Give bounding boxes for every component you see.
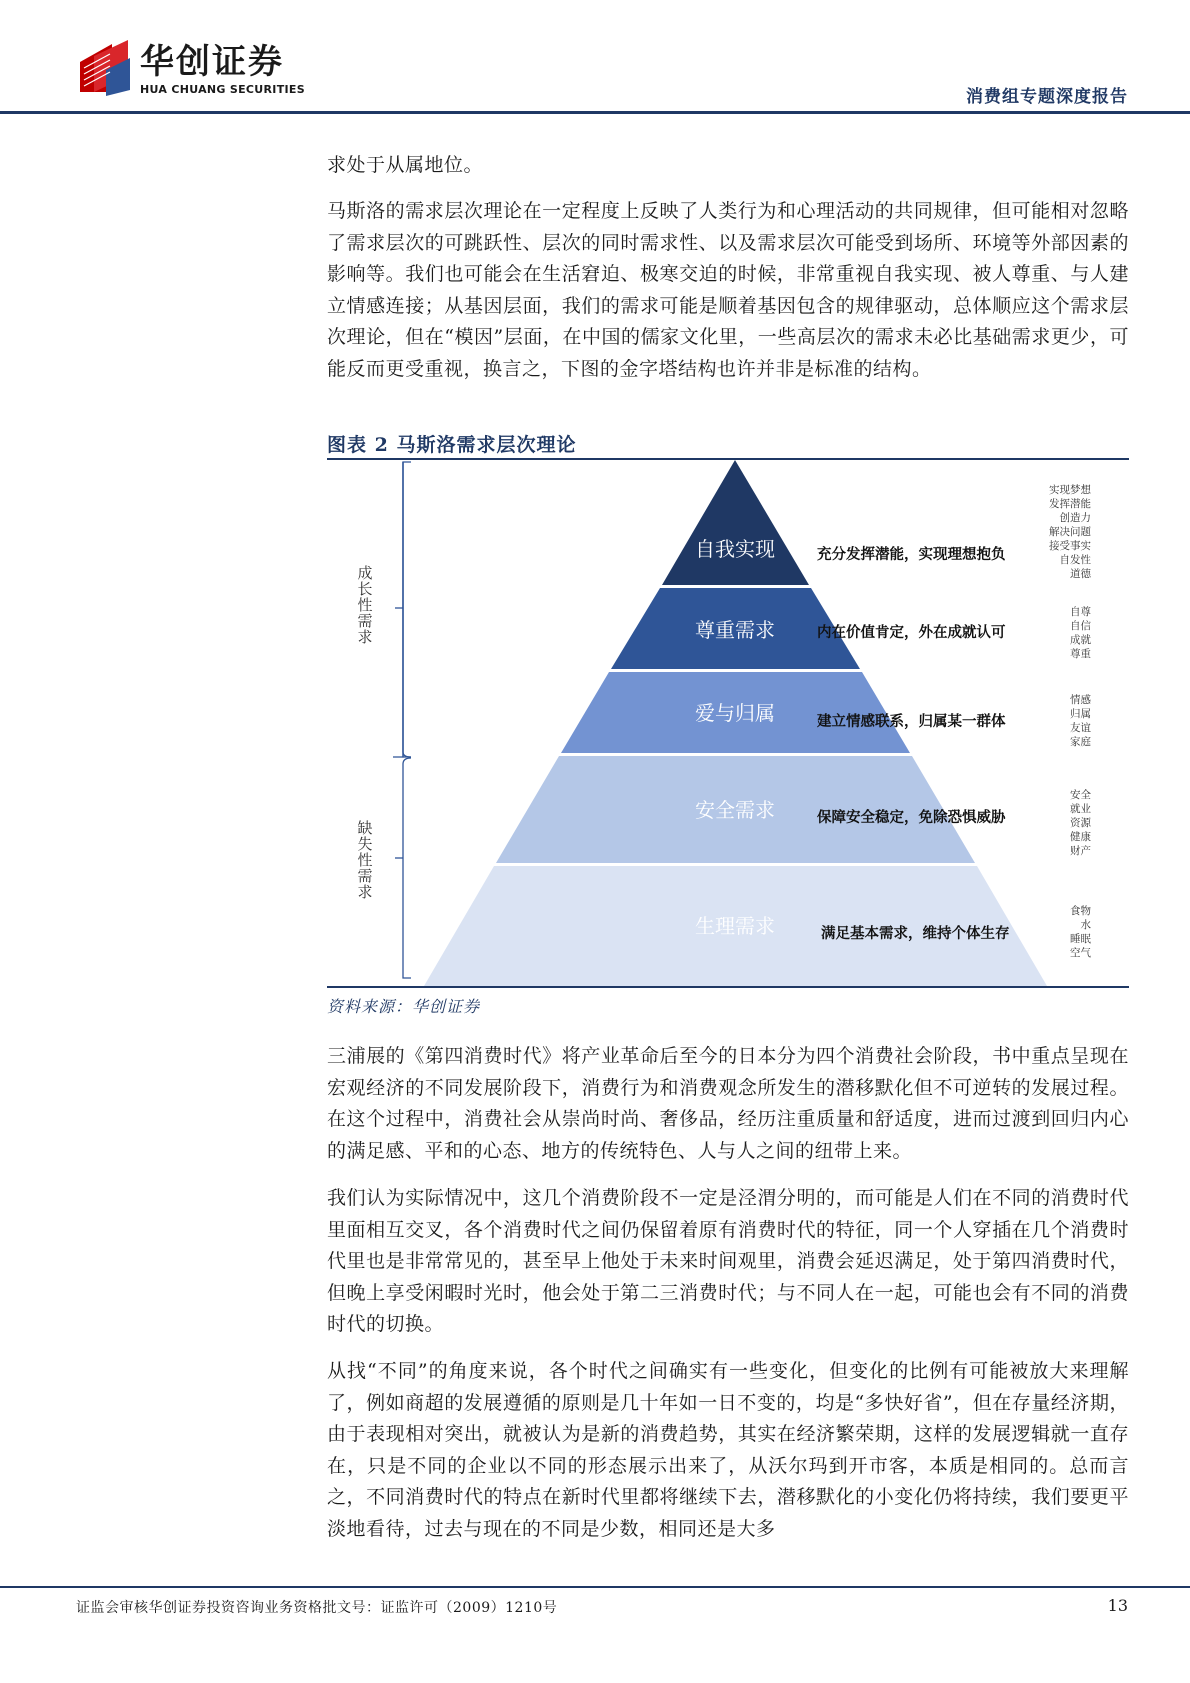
deficit-bracket [403, 758, 411, 978]
page-header [0, 0, 1190, 118]
examples-safety [1070, 788, 1092, 857]
svg-text:需: 需 [357, 867, 373, 885]
svg-text:尊重: 尊重 [1070, 648, 1091, 660]
svg-text:空气: 空气 [1070, 947, 1091, 959]
svg-text:资源: 资源 [1070, 817, 1091, 829]
examples-physiological [1070, 904, 1092, 959]
figure-bottom-rule [327, 986, 1129, 988]
svg-text:健康: 健康 [1070, 831, 1091, 843]
svg-text:友谊: 友谊 [1070, 722, 1091, 734]
huachuang-logo-icon [76, 40, 132, 96]
svg-text:财产: 财产 [1070, 845, 1091, 857]
footer-divider [0, 1586, 1190, 1588]
svg-text:实现梦想: 实现梦想 [1049, 484, 1091, 496]
body-paragraph: 马斯洛的需求层次理论在一定程度上反映了人类行为和心理活动的共同规律，但可能相对忽略了需求层次的可跳跃性、层次的同时需求性、以及需求层次可能受到场所、环境等外部因素的影响等。我们也可能会在生活窘迫、极寒交迫的时候，非常重视自我实现、被人尊重、与人建立情感连接；从基因层面，我们的需求可能是顺着基因包含的规律驱动，总体顺应这个需求层次理论，但在“模因”层面，在中国的儒家文化里，一些高层次的需求未必比基础需求更少，可能反而更受重视，换言之，下图的金字塔结构也许并非是标准的结构。 [327, 200, 1129, 380]
svg-text:情感: 情感 [1070, 694, 1091, 706]
growth-needs-label [357, 564, 372, 646]
level-desc-physiological: 满足基本需求，维持个体生存 [821, 926, 1010, 942]
level-name-safety: 安全需求 [695, 798, 775, 822]
pyramid-level-self-actualization [662, 460, 809, 585]
svg-text:安全: 安全 [1070, 789, 1091, 801]
maslow-pyramid-figure [327, 460, 1129, 986]
svg-text:自尊: 自尊 [1070, 606, 1091, 618]
paragraph-overlap [327, 1183, 1129, 1341]
page-number: 13 [1107, 1596, 1128, 1615]
level-name-esteem: 尊重需求 [695, 618, 775, 642]
svg-text:睡眠: 睡眠 [1070, 933, 1091, 945]
svg-text:长: 长 [357, 580, 373, 598]
examples-self-actualization [1049, 483, 1092, 580]
svg-text:成: 成 [357, 564, 373, 582]
level-desc-love-belonging: 建立情感联系，归属某一群体 [817, 714, 1006, 730]
footer-license: 证监会审核华创证券投资咨询业务资格批文号：证监许可（2009）1210号 [76, 1600, 558, 1616]
svg-text:水: 水 [1080, 919, 1091, 931]
body-paragraph: 求处于从属地位。 [327, 154, 484, 176]
paragraph-continued [327, 150, 1129, 182]
svg-text:创造力: 创造力 [1059, 512, 1091, 524]
svg-text:道德: 道德 [1070, 568, 1091, 580]
brand-name-cn: 华创证券 [140, 42, 284, 82]
svg-text:性: 性 [357, 851, 373, 869]
svg-text:性: 性 [357, 596, 373, 614]
paragraph-differences [327, 1356, 1129, 1545]
svg-text:求: 求 [357, 883, 373, 901]
svg-text:缺: 缺 [357, 819, 373, 837]
level-desc-self-actualization: 充分发挥潜能，实现理想抱负 [817, 547, 1006, 563]
svg-text:自信: 自信 [1070, 620, 1091, 632]
svg-text:就业: 就业 [1070, 803, 1091, 815]
deficit-needs-label [357, 819, 372, 901]
svg-text:家庭: 家庭 [1070, 736, 1091, 748]
body-paragraph: 从找“不同”的角度来说，各个时代之间确实有一些变化，但变化的比例有可能被放大来理解了，例如商超的发展遵循的原则是几十年如一日不变的，均是“多快好省”，但在存量经济期，由于表现相对突出，就被认为是新的消费趋势，其实在经济繁荣期，这样的发展逻辑就一直存在，只是不同的企业以不同的形态展示出来了，从沃尔玛到开市客，本质是相同的。总而言之，不同消费时代的特点在新时代里都将继续下去，潜移默化的小变化仍将持续，我们要更平淡地看待，过去与现在的不同是少数，相同还是大多 [327, 1360, 1129, 1540]
figure-title: 图表 2 马斯洛需求层次理论 [327, 434, 577, 456]
paragraph-fourth-consumption [327, 1041, 1129, 1167]
svg-text:解决问题: 解决问题 [1049, 526, 1091, 538]
svg-text:食物: 食物 [1070, 905, 1091, 917]
report-type: 消费组专题深度报告 [966, 87, 1128, 107]
svg-text:需: 需 [357, 612, 373, 630]
examples-esteem [1070, 605, 1092, 660]
growth-bracket [393, 462, 411, 757]
svg-text:失: 失 [357, 835, 373, 853]
level-desc-esteem: 内在价值肯定，外在成就认可 [817, 625, 1006, 641]
body-paragraph: 我们认为实际情况中，这几个消费阶段不一定是泾渭分明的，而可能是人们在不同的消费时代里面相互交叉，各个消费时代之间仍保留着原有消费时代的特征，同一个人穿插在几个消费时代里也是非常常见的，甚至早上他处于未来时间观里，消费会延迟满足，处于第四消费时代，但晚上享受闲暇时光时，他会处于第二三消费时代；与不同人在一起，可能也会有不同的消费时代的切换。 [327, 1187, 1129, 1335]
level-desc-safety: 保障安全稳定，免除恐惧威胁 [817, 810, 1006, 826]
body-paragraph: 三浦展的《第四消费时代》将产业革命后至今的日本分为四个消费社会阶段，书中重点呈现在宏观经济的不同发展阶段下，消费行为和消费观念所发生的潜移默化但不可逆转的发展过程。在这个过程中，消费社会从崇尚时尚、奢侈品，经历注重质量和舒适度，进而过渡到回归内心的满足感、平和的心态、地方的传统特色、人与人之间的纽带上来。 [327, 1045, 1129, 1162]
svg-text:成就: 成就 [1070, 634, 1091, 646]
svg-text:自发性: 自发性 [1059, 554, 1091, 566]
svg-text:接受事实: 接受事实 [1049, 540, 1091, 552]
level-name-self-actualization: 自我实现 [695, 537, 775, 561]
examples-love-belonging [1070, 693, 1092, 748]
brand-name-en: HUA CHUANG SECURITIES [140, 83, 305, 96]
svg-text:发挥潜能: 发挥潜能 [1049, 498, 1091, 510]
paragraph-maslow [327, 196, 1129, 385]
level-name-love-belonging: 爱与归属 [695, 701, 775, 725]
level-name-physiological: 生理需求 [695, 914, 775, 938]
header-divider [0, 111, 1190, 114]
figure-source: 资料来源：华创证券 [327, 997, 481, 1016]
svg-text:归属: 归属 [1070, 708, 1091, 720]
svg-text:求: 求 [357, 628, 373, 646]
